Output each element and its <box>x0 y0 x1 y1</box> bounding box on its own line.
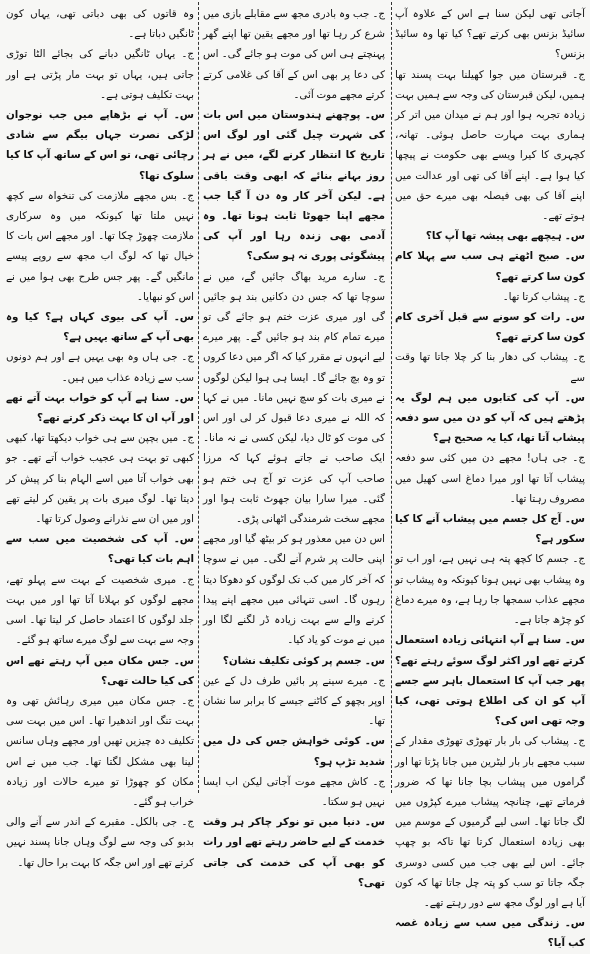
answer: ج۔ کاش مجھے موت آجاتی لیکن اب ایسا نہیں ہو سکتا۔ <box>203 775 385 808</box>
question: س۔ آج کل جسم میں پیشاب آنے کا کیا سکور ہے؟ <box>395 513 585 546</box>
question: س۔ آپ کی کتابوں میں ہم لوگ یہ پڑھتے ہیں کہ آپ کو دن میں سو دفعہ پیشاب آتا تھا، کیا یہ صحیح ہے؟ <box>395 391 585 445</box>
question: س۔ آپ کی بیوی کہاں ہے؟ کیا وہ بھی آپ کے ساتھ یہیں ہے؟ <box>6 311 194 344</box>
answer: ج۔ میری شخصیت کے بہت سے پہلو تھے، مجھے لوگوں کو بہلانا آتا تھا اور میں بہت جلد لوگوں کا اعتماد حاصل کر لیتا تھا۔ اسی وجہ سے بہت سے لوگ میرے ساتھ ہو گئے۔ <box>6 573 194 647</box>
answer: ج۔ میرے سینے پر بائیں طرف دل کے عین اوپر بچھو کے کاٹنے جیسے کا برابر سا نشان تھا۔ <box>203 674 385 728</box>
answer: ج۔ جس مکان میں میری رہائش تھی وہ بہت تنگ اور اندھیرا تھا۔ اس میں بہت سی تکلیف دہ چیزیں تھیں اور مجھے وہاں سانس لینا بھی مشکل لگتا تھا۔ جب میں نے اس مکان کو چھوڑا تو میرے حالات اور زیادہ خراب ہو گئے۔ <box>6 694 194 808</box>
answer: ج۔ جی ہاں وہ بھی یہیں ہے اور ہم دونوں سب سے زیادہ عذاب میں ہیں۔ <box>6 351 194 384</box>
answer: ج۔ جی بالکل۔ مقبرے کے اندر سے آنے والی بدبو کی وجہ سے لوگ وہاں جانا پسند نہیں کرتے تھے اور اس جگہ کا بہت برا حال تھا۔ <box>6 816 194 869</box>
answer: ج۔ پیشاب کی دھار بنا کر چلا جاتا تھا وقت سے <box>395 351 585 384</box>
text-column-right <box>395 4 585 950</box>
paragraph: اس دن میں معذور ہو کر بیٹھ گیا اور مجھے اپنی حالت پر شرم آنے لگی۔ میں نے سوچا کہ آخر کار میں کب تک لوگوں کو دھوکا دیتا رہوں گا۔ اسی تنہائی میں مجھے اپنے پیدا کرنے والے سے بہت زیادہ ڈر لگنے لگا اور میں نے موت کو یاد کیا۔ <box>203 533 385 647</box>
question: س۔ ہیچھے بھی پیشہ تھا آپ کا؟ <box>425 230 585 243</box>
question: س۔ پوچھنے ہندوستان میں اس بات کی شہرت چیل گئی اور لوگ اس تاریخ کا انتظار کرنے لگے، میں نے ہر روز بہانے بنائے کہ ابھی وقت باقی ہے۔ لیکن آخر کار وہ دن آ گیا جب مجھے اپنا جھوٹا ثابت ہونا تھا۔ وہ آدمی بھی زندہ رہا اور آپ کی پیشگوئی پوری نہ ہو سکی؟ <box>203 109 385 263</box>
question: س۔ زندگی میں سب سے زیادہ غصہ کب آیا؟ <box>395 917 585 950</box>
paragraph: ج۔ قبرستان میں جوا کھیلنا بہت پسند تھا ہمیں، لیکن قبرستان کی وجہ سے ہمیں بہت زیادہ تجربہ ہوا اور ہم نے میدان میں اتر کر ہماری بہت مہارت حاصل ہوئی۔ تھانہ، کچہری کا کیرا ویسے بھی حکومت نے پیچھا کیا ہوا ہے۔ اپنے آقا کی تھی اور عدالت میں اپنے آقا کی بھی فیصلہ بھی میرے حق میں ہوتے تھے۔ <box>395 68 585 223</box>
question: س۔ سنا ہے آپ کو خواب بہت آتے تھے اور آپ ان کا بہت ذکر کرتے تھے؟ <box>6 391 194 425</box>
column-divider-left <box>198 2 199 793</box>
text-column-left <box>6 4 194 869</box>
answer: ج۔ جب وہ بادری مجھ سے مقابلے بازی میں شرع کر رہا تھا اور مجھے یقین تھا اپنے گھر پہنچتے ہی اس کی موت ہو جائے گی۔ اس کی دعا پر بھی اس کے آقا کی غلامی کرتے کرتے مجھے موت آئی۔ <box>203 8 385 101</box>
question: س۔ جسم پر کوئی تکلیف نشان؟ <box>222 654 385 667</box>
question: س۔ کوئی خواہش جس کی دل میں شدید تڑپ ہو؟ <box>203 735 385 768</box>
answer: ج۔ سارے مرید بھاگ جائیں گے، میں نے سوچا تھا کہ جس دن دکانیں بند ہو جائیں گی اور میری عزت ختم ہو جائے گی تو میرے تمام کام بند ہو جائیں گے۔ پھر میرے لیے انہوں نے مقرر کیا کہ اگر میں دعا کروں تو وہ بچ جائے گا۔ ایسا ہی ہوا لیکن لوگوں نے میری بات کو سچ نہیں مانا۔ میں نے کہا کہ اللہ نے میری دعا قبول کر لی اور اس کی موت کو ٹال دیا، لیکن کسی نے نہ مانا۔ ایک صاحب نے جاتے ہوئے کہا کہ مرزا صاحب آپ کی عزت تو آج ہی ختم ہو گئی۔ میرا سارا بیان جھوٹ ثابت ہوا اور مجھے سخت شرمندگی اٹھانی پڑی۔ <box>203 270 385 526</box>
answer: ج۔ جسم کا کچھ پتہ ہی نہیں ہے، اور اب تو وہ پیشاب بھی نہیں ہوتا کیونکہ وہ پیشاب تو مجھے عذاب سمجھا جا رہا ہے، وہ میرے دماغ کو چڑھ جاتا ہے۔ <box>395 553 585 627</box>
answer: ج۔ پیشاب کی بار بار تھوڑی تھوڑی مقدار کے سبب مجھے بار بار لیٹرین میں جانا پڑتا تھا اور گراموں میں پیشاب بچا جانا تھا کہ ضرور فرماتے تھے، چنانچہ پیشاب میرے کپڑوں میں لگ جاتا تھا۔ اسی لیے گرمیوں کے موسم میں بھی زیادہ استعمال کرتا تھا تاکہ بو چھپ جائے۔ اس لیے بھی جب میں کسی دوسری جگہ جاتا تو سب کو پتہ چل جاتا تھا کہ کون آیا ہے اور لوگ مجھ سے دور رہتے تھے۔ <box>395 735 585 909</box>
paragraph: وہ قاتوں کی بھی دباتی تھی، یہاں کون ٹانگیں دباتا ہے۔ <box>6 8 194 41</box>
answer: ج۔ جی ہاں! مجھے دن میں کئی سو دفعہ پیشاب آتا تھا اور میرا دماغ اسی کھیل میں مصروف رہتا تھا۔ <box>395 452 585 505</box>
answer: ج۔ یہاں ٹانگیں دبانے کی بجائے الٹا توڑی جاتی ہیں، یہاں تو بہت مار پڑتی ہے اور بہت تکلیف ہوتی ہے۔ <box>6 48 194 101</box>
question: س۔ صبح اٹھتے ہی سب سے پہلا کام کون سا کرتے تھے؟ <box>395 250 585 283</box>
question: س۔ آپ نے بڑھاپے میں جب نوجوان لڑکی نصرت جہاں بیگم سے شادی رچائی تھی، تو اس کے ساتھ آپ کا کیا سلوک تھا؟ <box>6 109 194 182</box>
question: س۔ آپ کی شخصیت میں سب سے اہم بات کیا تھی؟ <box>6 533 194 566</box>
question: س۔ سنا ہے آپ انتہائی زیادہ استعمال کرتے تھے اور اکثر لوگ سوئے رہتے تھے؟ پھر جب آپ کا استعمال باہر سے جسے آپ کو ان کی اطلاع ہوتی تھی، کیا وجہ تھی اس کی؟ <box>395 634 585 728</box>
paragraph: آجاتی تھی لیکن سنا ہے اس کے علاوہ آپ سائیڈ بزنس بھی کرتے تھے؟ کیا تھا وہ سائیڈ بزنس؟ <box>395 8 585 61</box>
answer: ج۔ بس مجھے ملازمت کی تنخواہ سے کچھ نہیں ملتا تھا کیونکہ میں وہ سرکاری ملازمت چھوڑ چکا تھا۔ اور مجھے اس بات کا خیال تھا کہ لوگ اب مجھ سے روپے پیسے مانگیں گے۔ پھر جس طرح بھی ہوا میں نے اس کو نبھایا۔ <box>6 189 194 303</box>
answer: ج۔ میں بچپن سے ہی خواب دیکھتا تھا، کبھی کبھی تو بہت ہی عجیب خواب آتے تھے۔ جو بھی خواب آتا میں اسے الہام بنا کر پیش کر دیتا تھا۔ لوگ میری بات پر یقین کر لیتے تھے اور میں ان سے نذرانے وصول کرتا تھا۔ <box>6 432 194 526</box>
column-divider-right <box>391 2 392 793</box>
question: س۔ دنیا میں تو نوکر چاکر ہر وقت خدمت کے لیے حاضر رہتے تھے اور رات کو بھی آپ کی خدمت کی جاتی تھی؟ <box>203 816 385 889</box>
text-column-middle <box>203 4 385 889</box>
answer: ج۔ پیشاب کرتا تھا۔ <box>502 290 585 303</box>
question: س۔ جس مکان میں آپ رہتے تھے اس کی کیا حالت تھی؟ <box>6 654 194 687</box>
question: س۔ رات کو سونے سے قبل آخری کام کون سا کرتے تھے؟ <box>395 311 585 344</box>
